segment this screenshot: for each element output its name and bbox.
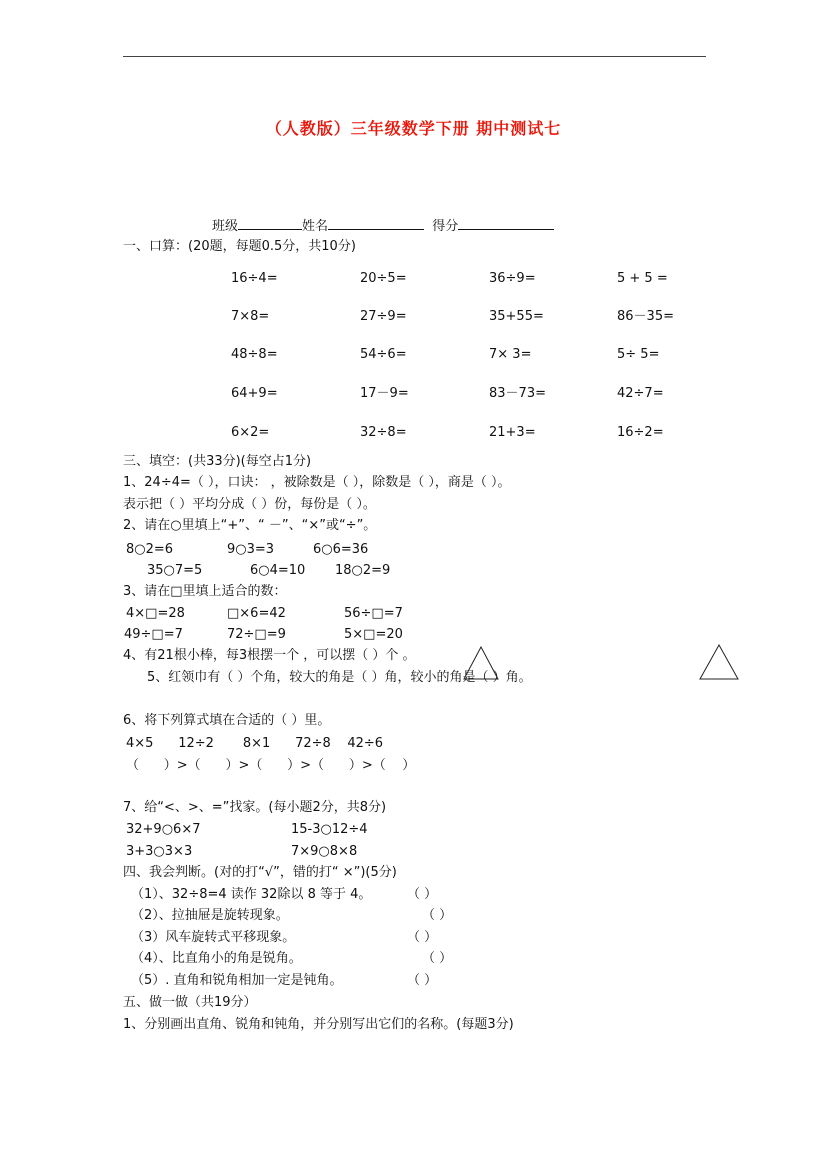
q3-item: 5×□=20 bbox=[344, 627, 403, 642]
calc-item: 64+9= bbox=[231, 386, 278, 401]
question-1-line2: 表示把（ ）平均分成（ ）份，每份是（ ）。 bbox=[123, 497, 376, 512]
judge-item: （2）、拉抽屉是旋转现象。 bbox=[131, 908, 289, 923]
class-label: 班级 bbox=[212, 219, 239, 234]
name-blank[interactable] bbox=[328, 217, 424, 230]
question-7-heading: 7、给“<、>、=”找家。(每小题2分，共8分) bbox=[123, 800, 387, 815]
question-6-expressions: 4×5 12÷2 8×1 72÷8 42÷6 bbox=[126, 736, 384, 751]
calc-item: 20÷5= bbox=[360, 271, 407, 286]
q2-item: 18○2=9 bbox=[335, 563, 391, 578]
class-blank[interactable] bbox=[238, 217, 302, 230]
judge-item: （1）、32÷8=4 读作 32除以 8 等于 4。 bbox=[131, 887, 372, 902]
q3-item: 56÷□=7 bbox=[344, 606, 403, 621]
score-blank[interactable] bbox=[458, 217, 554, 230]
q2-item: 6○4=10 bbox=[250, 563, 306, 578]
q3-item: 49÷□=7 bbox=[124, 627, 183, 642]
q3-item: 4×□=28 bbox=[126, 606, 185, 621]
question-5: 5、红领巾有（ ）个角，较大的角是（ ）角，较小的角是（ ）角。 bbox=[147, 670, 532, 685]
calc-item: 32÷8= bbox=[360, 425, 407, 440]
question-6-heading: 6、将下列算式填在合适的（ ）里。 bbox=[123, 713, 331, 728]
calc-item: 21+3= bbox=[489, 425, 536, 440]
q3-item: 72÷□=9 bbox=[227, 627, 286, 642]
question-4: 4、有21根小棒，每3根摆一个 ，可以摆（ ）个 。 bbox=[123, 648, 416, 663]
calc-item: 48÷8= bbox=[231, 347, 278, 362]
calc-item: 16÷2= bbox=[617, 425, 664, 440]
q2-item: 8○2=6 bbox=[126, 542, 174, 557]
q3-item: □×6=42 bbox=[227, 606, 286, 621]
calc-item: 5 + 5 = bbox=[617, 271, 668, 286]
question-3-heading: 3、请在□里填上适合的数： bbox=[123, 584, 287, 599]
score-label: 得分 bbox=[432, 219, 459, 234]
section5-question-1: 1、分别画出直角、锐角和钝角，并分别写出它们的名称。(每题3分) bbox=[123, 1017, 514, 1032]
question-6-blanks: （ ）>（ ）>（ ）>（ ）>（ ） bbox=[126, 758, 416, 773]
calc-item: 36÷9= bbox=[489, 271, 536, 286]
calc-item: 27÷9= bbox=[360, 309, 407, 324]
q7-item: 32+9○6×7 bbox=[126, 822, 201, 837]
judge-item: （5）. 直角和锐角相加一定是钝角。 bbox=[131, 973, 343, 988]
top-rule bbox=[123, 56, 706, 57]
section1-heading: 一、口算：(20题，每题0.5分，共10分) bbox=[123, 239, 356, 254]
q7-item: 7×9○8×8 bbox=[291, 844, 358, 859]
judge-answer-blank[interactable]: （ ） bbox=[407, 887, 438, 902]
section4-heading: 四、我会判断。(对的打“√”，错的打“ ×”)(5分) bbox=[123, 865, 397, 880]
small-triangle-icon bbox=[463, 646, 499, 682]
calc-item: 16÷4= bbox=[231, 271, 278, 286]
section5-heading: 五、做一做（共19分） bbox=[123, 995, 257, 1010]
q2-item: 6○6=36 bbox=[313, 542, 369, 557]
judge-answer-blank[interactable]: （ ） bbox=[422, 951, 453, 966]
name-label: 姓名 bbox=[302, 219, 329, 234]
calc-item: 5÷ 5= bbox=[617, 347, 660, 362]
question-1-line1: 1、24÷4=（ ），口诀： ，被除数是（ ），除数是（ ），商是（ ）。 bbox=[123, 475, 511, 490]
question-2-heading: 2、请在○里填上“+”、“ －”、“×”或“÷”。 bbox=[123, 518, 377, 533]
q2-item: 35○7=5 bbox=[147, 563, 203, 578]
calc-item: 83－73= bbox=[489, 386, 546, 401]
judge-answer-blank[interactable]: （ ） bbox=[407, 930, 438, 945]
q7-item: 15-3○12÷4 bbox=[291, 822, 368, 837]
calc-item: 86－35= bbox=[617, 309, 674, 324]
judge-item: （4）、比直角小的角是锐角。 bbox=[131, 951, 302, 966]
calc-item: 17－9= bbox=[360, 386, 409, 401]
student-info-line bbox=[212, 217, 554, 233]
calc-item: 7× 3= bbox=[489, 347, 532, 362]
calc-item: 35+55= bbox=[489, 309, 544, 324]
calc-item: 54÷6= bbox=[360, 347, 407, 362]
calc-item: 6×2= bbox=[231, 425, 270, 440]
triangle-icon bbox=[699, 644, 739, 682]
judge-answer-blank[interactable]: （ ） bbox=[407, 973, 438, 988]
judge-answer-blank[interactable]: （ ） bbox=[422, 908, 453, 923]
section3-heading: 三、填空：(共33分)(每空占1分) bbox=[123, 454, 312, 469]
calc-item: 7×8= bbox=[231, 309, 270, 324]
calc-item: 42÷7= bbox=[617, 386, 664, 401]
q7-item: 3+3○3×3 bbox=[126, 844, 193, 859]
page-title: （人教版）三年级数学下册 期中测试七 bbox=[265, 119, 562, 138]
judge-item: （3）风车旋转式平移现象。 bbox=[131, 930, 296, 945]
q2-item: 9○3=3 bbox=[227, 542, 275, 557]
